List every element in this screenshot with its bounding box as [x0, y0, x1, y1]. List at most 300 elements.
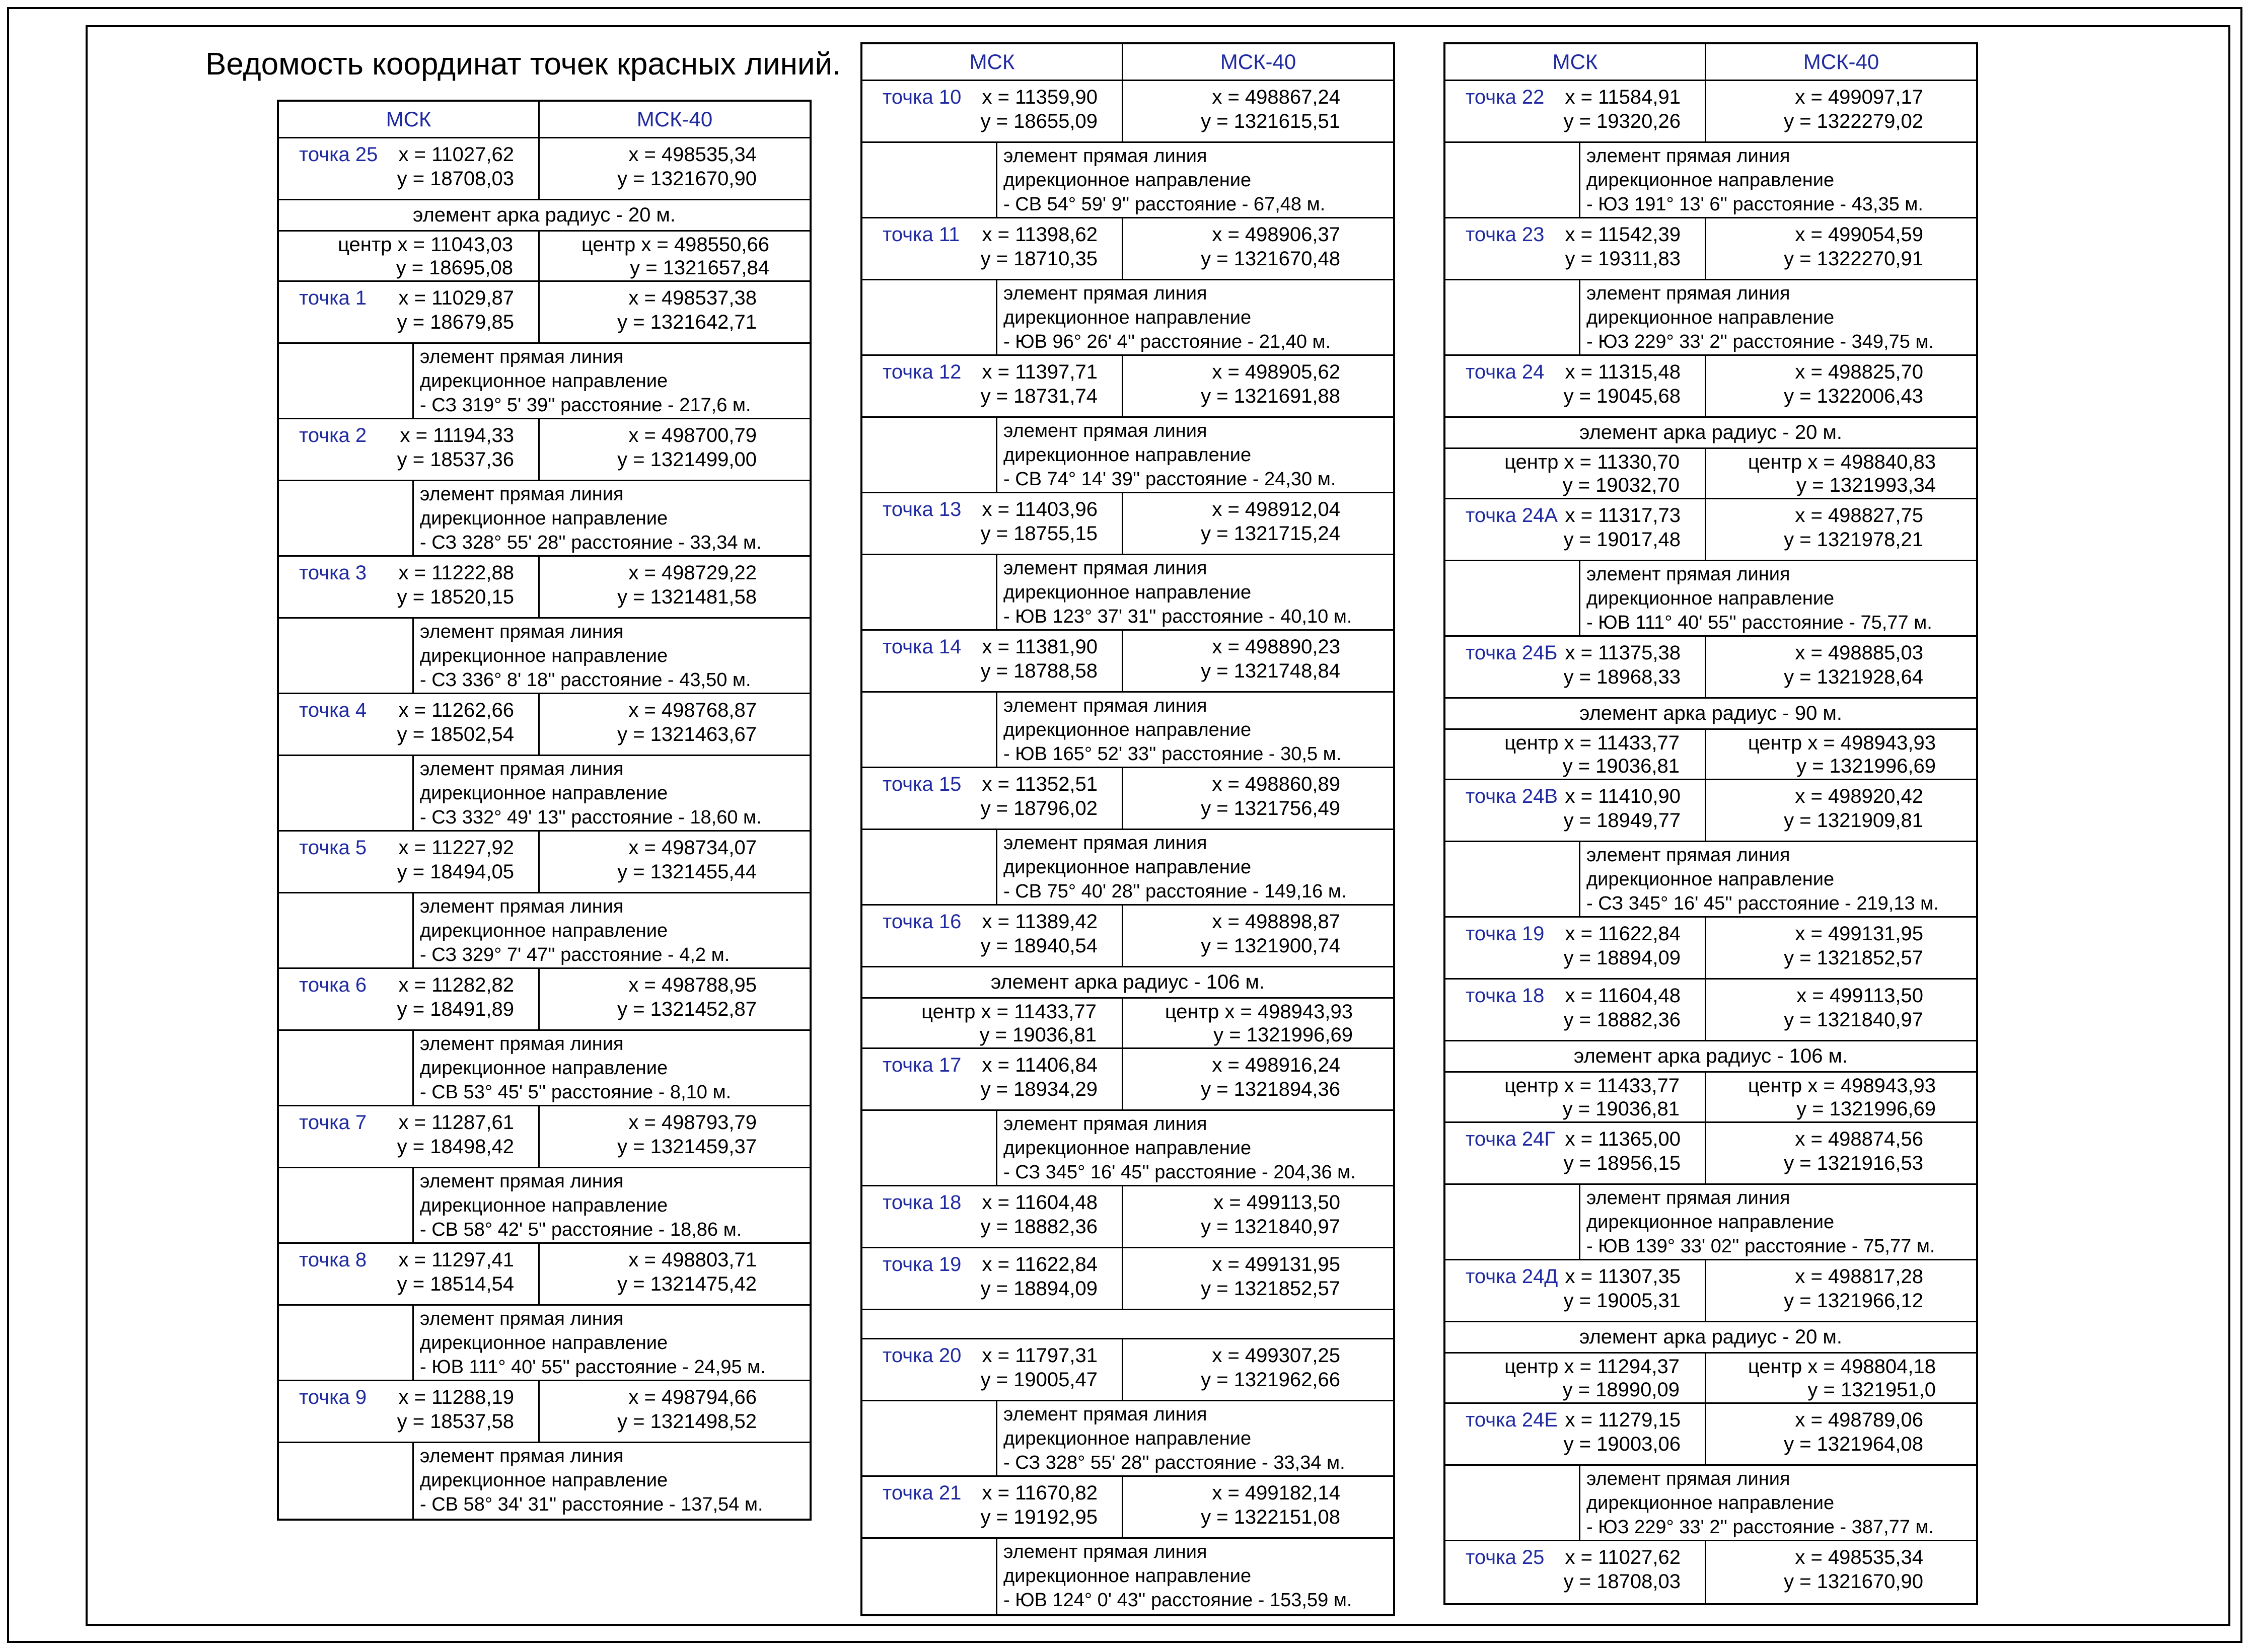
center-x-msk: центр x = 11043,03: [338, 234, 513, 256]
line-text-1: элемент прямая линия: [420, 1308, 624, 1329]
msk-cell: [1445, 730, 1706, 779]
msk-cell: [1445, 499, 1706, 560]
line-element-row: [862, 1539, 1393, 1614]
center-y-msk40: y = 1321996,69: [1796, 1098, 1936, 1120]
x-msk40: x = 498874,56: [1795, 1128, 1923, 1150]
msk40-cell: [540, 832, 810, 892]
msk-cell: [279, 969, 540, 1029]
y-msk: y = 18968,33: [1563, 666, 1681, 688]
line-text-1: элемент прямая линия: [420, 484, 624, 505]
empty-cell: [279, 893, 414, 967]
empty-cell: [862, 143, 997, 217]
line-description: [1580, 561, 1976, 635]
msk40-cell: [540, 282, 810, 342]
line-description: [1580, 1185, 1976, 1259]
msk-cell: [862, 218, 1123, 279]
y-msk: y = 19192,95: [980, 1506, 1098, 1528]
header-msk40: МСК-40: [1220, 50, 1296, 73]
point-label: точка 13: [883, 498, 962, 520]
msk40-cell: [1706, 1260, 1976, 1321]
msk-cell: [862, 999, 1123, 1047]
msk40-cell: [1123, 218, 1393, 279]
line-element-row: [279, 1306, 810, 1381]
x-msk40: x = 498729,22: [628, 562, 757, 584]
y-msk40: y = 1321481,58: [617, 586, 757, 608]
x-msk40: x = 498885,03: [1795, 642, 1923, 664]
x-msk: x = 11297,41: [398, 1249, 514, 1271]
point-label: точка 15: [883, 773, 962, 795]
x-msk: x = 11287,61: [398, 1111, 514, 1134]
point-label: точка 16: [883, 911, 962, 933]
table-header: [862, 44, 1393, 81]
x-msk: x = 11604,48: [982, 1191, 1098, 1214]
point-row: [279, 282, 810, 344]
msk40-cell: [540, 1381, 810, 1442]
center-x-msk40: центр x = 498804,18: [1748, 1356, 1936, 1378]
line-text-3: - СЗ 336° 8' 18'' расстояние - 43,50 м.: [420, 669, 751, 691]
empty-cell: [862, 1401, 997, 1475]
line-text-1: элемент прямая линия: [420, 1033, 624, 1055]
msk-cell: [862, 1186, 1123, 1247]
line-text-3: - СВ 75° 40' 28'' расстояние - 149,16 м.: [1003, 881, 1347, 902]
msk-cell: [862, 1339, 1123, 1400]
msk40-cell: [1123, 356, 1393, 416]
center-y-msk40: y = 1321996,69: [1796, 755, 1936, 777]
line-description: [414, 893, 810, 967]
y-msk: y = 18537,58: [397, 1410, 514, 1433]
line-text-2: дирекционное направление: [420, 1470, 668, 1491]
center-row: [1445, 449, 1976, 499]
point-row: [862, 768, 1393, 830]
point-row: [1445, 81, 1976, 143]
y-msk: y = 18755,15: [980, 522, 1098, 545]
x-msk40: x = 498867,24: [1212, 86, 1340, 108]
empty-cell: [862, 830, 997, 904]
y-msk40: y = 1321670,90: [1784, 1570, 1923, 1593]
msk-cell: [1445, 1123, 1706, 1183]
y-msk40: y = 1321966,12: [1784, 1290, 1923, 1312]
empty-cell: [279, 756, 414, 830]
x-msk: x = 11027,62: [1565, 1546, 1681, 1568]
y-msk40: y = 1321463,67: [617, 723, 757, 745]
x-msk40: x = 498734,07: [628, 837, 757, 859]
point-label: точка 2: [299, 424, 367, 446]
y-msk40: y = 1321498,52: [617, 1410, 757, 1433]
y-msk: y = 18940,54: [980, 935, 1098, 957]
y-msk: y = 18796,02: [980, 797, 1098, 819]
y-msk: y = 18731,74: [980, 385, 1098, 407]
line-element-row: [279, 1031, 810, 1106]
line-text-2: дирекционное направление: [1586, 869, 1835, 890]
line-text-3: - СВ 53° 45' 5'' расстояние - 8,10 м.: [420, 1082, 732, 1103]
line-text-3: - СЗ 329° 7' 47'' расстояние - 4,2 м.: [420, 944, 730, 965]
line-description: [414, 619, 810, 693]
empty-cell: [1445, 1466, 1580, 1540]
msk-cell: [1445, 918, 1706, 978]
line-text-2: дирекционное направление: [1586, 307, 1835, 328]
line-text-3: - ЮВ 111° 40' 55'' расстояние - 75,77 м.: [1586, 612, 1932, 633]
line-element-row: [862, 830, 1393, 906]
point-label: точка 23: [1466, 223, 1545, 246]
line-text-1: элемент прямая линия: [420, 621, 624, 642]
center-row: [862, 999, 1393, 1049]
line-text-1: элемент прямая линия: [420, 346, 624, 367]
y-msk: y = 18520,15: [397, 586, 514, 608]
empty-cell: [862, 280, 997, 354]
y-msk: y = 18502,54: [397, 723, 514, 745]
x-msk40: x = 499131,95: [1795, 923, 1923, 945]
x-msk: x = 11279,15: [1565, 1409, 1681, 1431]
msk-cell: [1445, 1404, 1706, 1464]
y-msk40: y = 1321894,36: [1201, 1078, 1340, 1100]
center-x-msk: центр x = 11330,70: [1504, 451, 1680, 473]
x-msk: x = 11365,00: [1565, 1128, 1681, 1150]
line-element-row: [279, 481, 810, 557]
msk40-cell: [1706, 637, 1976, 697]
x-msk40: x = 498537,38: [628, 287, 757, 309]
msk-cell: [1445, 1354, 1706, 1402]
x-msk: x = 11307,35: [1565, 1265, 1681, 1288]
x-msk: x = 11262,66: [398, 699, 514, 721]
x-msk40: x = 499131,95: [1212, 1253, 1340, 1275]
center-row: [1445, 1073, 1976, 1123]
line-element-row: [1445, 561, 1976, 637]
coordinates-table-3: [1443, 42, 1978, 1605]
line-description: [997, 418, 1393, 492]
point-label: точка 21: [883, 1482, 962, 1504]
x-msk: x = 11352,51: [982, 773, 1098, 795]
line-text-2: дирекционное направление: [1586, 588, 1835, 609]
msk-cell: [1445, 637, 1706, 697]
msk40-cell: [1123, 768, 1393, 829]
line-text-2: дирекционное направление: [1003, 1565, 1252, 1587]
empty-cell: [862, 418, 997, 492]
msk40-cell: [1706, 449, 1976, 498]
msk-cell: [862, 768, 1123, 829]
line-element-row: [279, 893, 810, 969]
y-msk40: y = 1321962,66: [1201, 1369, 1340, 1391]
x-msk40: x = 498912,04: [1212, 498, 1340, 520]
line-text-2: дирекционное направление: [1003, 719, 1252, 740]
line-text-1: элемент прямая линия: [1003, 145, 1207, 167]
x-msk: x = 11381,90: [982, 636, 1098, 658]
x-msk40: x = 498825,70: [1795, 361, 1923, 383]
line-text-1: элемент прямая линия: [420, 1446, 624, 1467]
y-msk40: y = 1321840,97: [1784, 1009, 1923, 1031]
x-msk: x = 11029,87: [398, 287, 514, 309]
msk40-cell: [540, 232, 810, 280]
table-header: [279, 102, 810, 138]
arc-element-row: элемент арка радиус - 90 м.: [1445, 699, 1976, 730]
x-msk40: x = 498817,28: [1795, 1265, 1923, 1288]
line-element-row: [862, 418, 1393, 493]
msk40-cell: [1123, 1248, 1393, 1309]
y-msk40: y = 1321475,42: [617, 1273, 757, 1295]
msk40-cell: [1706, 780, 1976, 841]
point-label: точка 24Д: [1466, 1265, 1558, 1288]
y-msk40: y = 1321670,90: [617, 168, 757, 190]
point-row: [862, 1339, 1393, 1401]
y-msk40: y = 1321455,44: [617, 861, 757, 883]
x-msk: x = 11403,96: [982, 498, 1098, 520]
center-y-msk: y = 18695,08: [396, 257, 513, 279]
center-row: [1445, 1354, 1976, 1404]
y-msk: y = 18498,42: [397, 1136, 514, 1158]
msk-cell: [279, 1381, 540, 1442]
x-msk: x = 11398,62: [982, 223, 1098, 246]
y-msk40: y = 1321452,87: [617, 998, 757, 1020]
msk40-cell: [1123, 1477, 1393, 1537]
line-text-1: элемент прямая линия: [1586, 283, 1790, 304]
y-msk40: y = 1321852,57: [1784, 947, 1923, 969]
msk-cell: [862, 493, 1123, 554]
line-element-row: [862, 280, 1393, 356]
msk40-cell: [1123, 493, 1393, 554]
line-text-3: - СЗ 319° 5' 39'' расстояние - 217,6 м.: [420, 395, 751, 416]
x-msk40: x = 498803,71: [628, 1249, 757, 1271]
msk40-cell: [540, 419, 810, 480]
line-text-2: дирекционное направление: [1003, 1428, 1252, 1449]
line-text-3: - ЮВ 124° 0' 43'' расстояние - 153,59 м.: [1003, 1590, 1352, 1611]
center-x-msk40: центр x = 498943,93: [1165, 1001, 1353, 1023]
point-label: точка 12: [883, 361, 962, 383]
point-row: [862, 356, 1393, 418]
point-row: [862, 1049, 1393, 1111]
point-label: точка 8: [299, 1249, 367, 1271]
y-msk: y = 18934,29: [980, 1078, 1098, 1100]
line-text-3: - ЮЗ 229° 33' 2'' расстояние - 349,75 м.: [1586, 331, 1934, 352]
empty-cell: [279, 619, 414, 693]
arc-element-row: элемент арка радиус - 106 м.: [862, 967, 1393, 999]
msk-cell: [1445, 449, 1706, 498]
line-text-1: элемент прямая линия: [1003, 833, 1207, 854]
msk40-cell: [1706, 918, 1976, 978]
line-element-row: [862, 143, 1393, 218]
msk40-cell: [1706, 81, 1976, 141]
point-label: точка 17: [883, 1054, 962, 1076]
y-msk: y = 18882,36: [980, 1216, 1098, 1238]
x-msk: x = 11288,19: [398, 1386, 514, 1408]
msk-cell: [279, 419, 540, 480]
point-row: [279, 557, 810, 619]
line-description: [997, 143, 1393, 217]
msk40-cell: [1706, 1404, 1976, 1464]
empty-cell: [279, 344, 414, 418]
msk40-cell: [1706, 1541, 1976, 1603]
point-label: точка 24Б: [1466, 642, 1558, 664]
x-msk40: x = 498920,42: [1795, 785, 1923, 807]
y-msk40: y = 1321691,88: [1201, 385, 1340, 407]
y-msk40: y = 1321964,08: [1784, 1433, 1923, 1455]
x-msk: x = 11397,71: [982, 361, 1098, 383]
msk-cell: [279, 232, 540, 280]
x-msk40: x = 499307,25: [1212, 1344, 1340, 1367]
msk40-cell: [540, 138, 810, 199]
y-msk: y = 18949,77: [1563, 809, 1681, 832]
msk-cell: [1445, 218, 1706, 279]
line-text-2: дирекционное направление: [420, 1058, 668, 1079]
empty-cell: [1445, 143, 1580, 217]
x-msk40: x = 498905,62: [1212, 361, 1340, 383]
point-label: точка 18: [1466, 985, 1545, 1007]
coordinates-table-1: [277, 100, 812, 1521]
line-text-1: элемент прямая линия: [1586, 845, 1790, 866]
msk40-cell: [1706, 218, 1976, 279]
point-label: точка 7: [299, 1111, 367, 1134]
line-text-2: дирекционное направление: [1003, 307, 1252, 328]
line-description: [997, 693, 1393, 767]
x-msk: x = 11227,92: [398, 837, 514, 859]
point-row: [1445, 1541, 1976, 1603]
msk40-cell: [1123, 1186, 1393, 1247]
point-label: точка 5: [299, 837, 367, 859]
msk-cell: [1445, 81, 1706, 141]
line-description: [414, 1168, 810, 1242]
line-text-2: дирекционное направление: [1586, 1492, 1835, 1514]
point-label: точка 18: [883, 1191, 962, 1214]
line-text-1: элемент прямая линия: [1003, 1113, 1207, 1135]
point-row: [279, 832, 810, 893]
y-msk: y = 19005,31: [1563, 1290, 1681, 1312]
center-x-msk40: центр x = 498943,93: [1748, 732, 1936, 754]
empty-cell: [279, 1168, 414, 1242]
point-label: точка 4: [299, 699, 367, 721]
x-msk: x = 11604,48: [1565, 985, 1681, 1007]
line-text-3: - ЮВ 96° 26' 4'' расстояние - 21,40 м.: [1003, 331, 1331, 352]
line-element-row: [1445, 1185, 1976, 1260]
msk-cell: [1445, 1260, 1706, 1321]
y-msk40: y = 1321916,53: [1784, 1152, 1923, 1174]
point-row: [1445, 1404, 1976, 1466]
line-description: [414, 1443, 810, 1519]
center-x-msk40: центр x = 498550,66: [581, 234, 769, 256]
empty-cell: [862, 1539, 997, 1614]
point-row: [1445, 1123, 1976, 1185]
line-text-2: дирекционное направление: [1003, 582, 1252, 603]
line-description: [997, 1401, 1393, 1475]
point-row: [1445, 637, 1976, 699]
x-msk: x = 11584,91: [1565, 86, 1681, 108]
x-msk40: x = 498916,24: [1212, 1054, 1340, 1076]
msk40-cell: [1706, 1123, 1976, 1183]
y-msk40: y = 1321715,24: [1201, 522, 1340, 545]
line-element-row: [279, 1443, 810, 1519]
msk-cell: [862, 1248, 1123, 1309]
line-text-1: элемент прямая линия: [420, 896, 624, 917]
msk40-cell: [540, 1106, 810, 1167]
y-msk: y = 18679,85: [397, 311, 514, 333]
line-description: [414, 344, 810, 418]
y-msk: y = 18537,36: [397, 448, 514, 471]
point-row: [279, 138, 810, 200]
empty-cell: [1445, 842, 1580, 916]
header-msk40: МСК-40: [1803, 50, 1879, 73]
line-text-2: дирекционное направление: [1586, 1212, 1835, 1233]
y-msk: y = 19017,48: [1563, 529, 1681, 551]
line-text-1: элемент прямая линия: [1586, 1187, 1790, 1209]
empty-cell: [1445, 280, 1580, 354]
line-description: [414, 481, 810, 555]
line-element-row: [862, 1401, 1393, 1477]
x-msk: x = 11317,73: [1565, 504, 1681, 527]
line-description: [414, 1031, 810, 1105]
x-msk40: x = 499097,17: [1795, 86, 1923, 108]
point-row: [1445, 780, 1976, 842]
point-label: точка 24Г: [1466, 1128, 1555, 1150]
x-msk40: x = 499113,50: [1796, 985, 1923, 1007]
line-text-2: дирекционное направление: [420, 1332, 668, 1354]
line-text-1: элемент прямая линия: [1003, 283, 1207, 304]
msk-cell: [862, 1477, 1123, 1537]
msk40-cell: [1706, 356, 1976, 416]
point-label: точка 10: [883, 86, 962, 108]
point-label: точка 3: [299, 562, 367, 584]
point-row: [279, 1106, 810, 1168]
line-description: [1580, 280, 1976, 354]
point-row: [1445, 356, 1976, 418]
line-text-3: - СЗ 328° 55' 28'' расстояние - 33,34 м.: [1003, 1452, 1345, 1473]
line-text-1: элемент прямая линия: [1586, 564, 1790, 585]
x-msk40: x = 498890,23: [1212, 636, 1340, 658]
msk-cell: [1445, 980, 1706, 1040]
line-element-row: [1445, 842, 1976, 918]
x-msk40: x = 498827,75: [1795, 504, 1923, 527]
point-row: [279, 1244, 810, 1306]
x-msk: x = 11670,82: [982, 1482, 1098, 1504]
line-element-row: [279, 1168, 810, 1244]
point-label: точка 22: [1466, 86, 1545, 108]
y-msk: y = 18788,58: [980, 660, 1098, 682]
y-msk40: y = 1322270,91: [1784, 248, 1923, 270]
msk40-cell: [1706, 730, 1976, 779]
x-msk: x = 11622,84: [982, 1253, 1098, 1275]
x-msk40: x = 498768,87: [628, 699, 757, 721]
y-msk: y = 18491,89: [397, 998, 514, 1020]
x-msk40: x = 499113,50: [1213, 1191, 1340, 1214]
document-title: Ведомость координат точек красных линий.: [205, 47, 841, 82]
point-row: [862, 1186, 1393, 1248]
empty-cell: [279, 1306, 414, 1380]
point-label: точка 19: [1466, 923, 1545, 945]
point-label: точка 19: [883, 1253, 962, 1275]
y-msk: y = 19320,26: [1563, 110, 1681, 132]
header-msk: МСК: [1445, 44, 1706, 80]
empty-cell: [279, 481, 414, 555]
line-text-2: дирекционное направление: [1003, 1138, 1252, 1159]
empty-cell: [1445, 561, 1580, 635]
msk-cell: [1445, 1541, 1706, 1603]
y-msk: y = 18708,03: [397, 168, 514, 190]
x-msk40: x = 498789,06: [1795, 1409, 1923, 1431]
x-msk: x = 11542,39: [1565, 223, 1681, 246]
y-msk: y = 18710,35: [980, 248, 1098, 270]
x-msk: x = 11389,42: [982, 911, 1098, 933]
line-description: [414, 756, 810, 830]
msk40-cell: [1706, 499, 1976, 560]
y-msk40: y = 1321615,51: [1201, 110, 1340, 132]
center-y-msk40: y = 1321993,34: [1796, 474, 1936, 496]
msk40-cell: [540, 694, 810, 755]
line-text-3: - ЮВ 139° 33' 02'' расстояние - 75,77 м.: [1586, 1236, 1935, 1257]
line-element-row: [862, 555, 1393, 631]
line-text-3: - СВ 58° 42' 5'' расстояние - 18,86 м.: [420, 1219, 742, 1240]
x-msk: x = 11410,90: [1565, 785, 1681, 807]
y-msk40: y = 1321670,48: [1201, 248, 1340, 270]
line-text-2: дирекционное направление: [420, 645, 668, 666]
x-msk40: x = 498700,79: [628, 424, 757, 446]
empty-cell: [1445, 1185, 1580, 1259]
x-msk: x = 11027,62: [398, 143, 514, 166]
